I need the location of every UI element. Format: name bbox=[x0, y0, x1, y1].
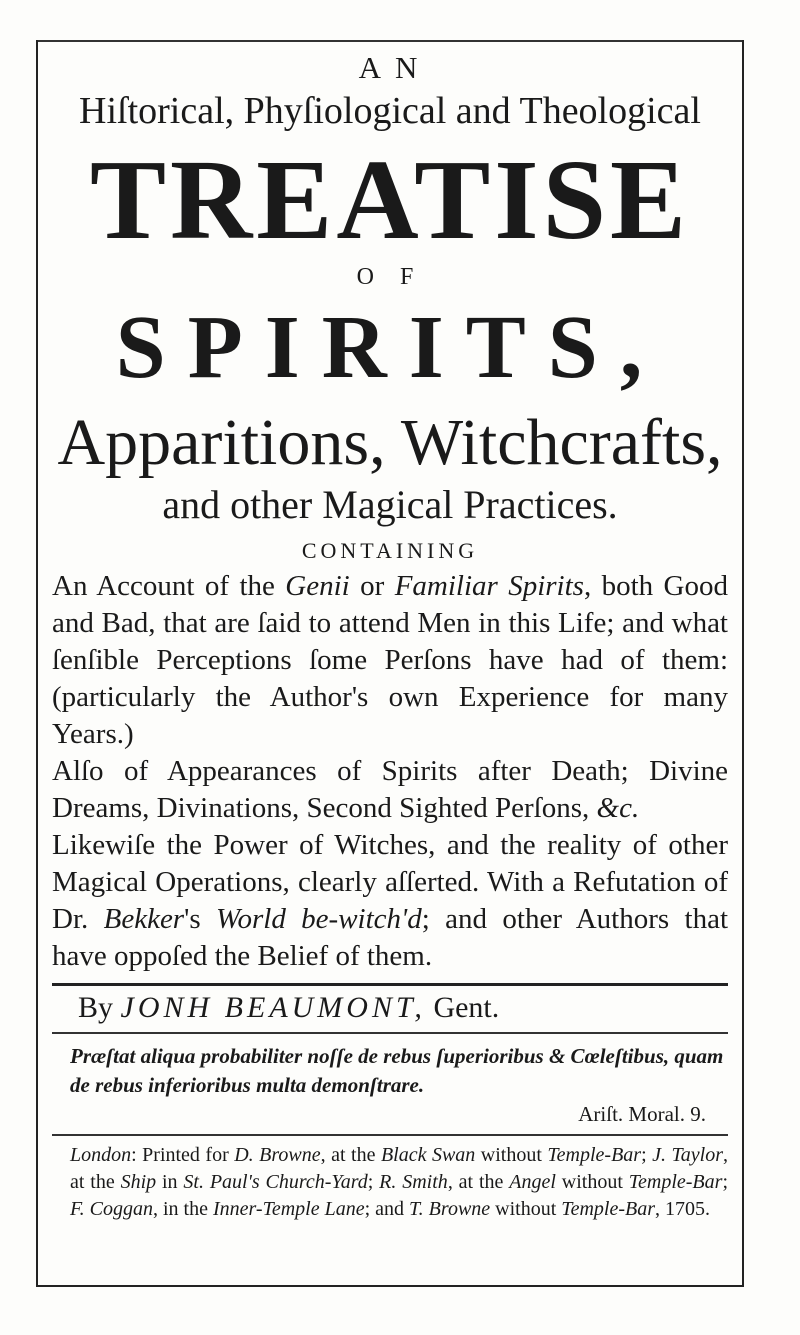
text-run: without bbox=[555, 1171, 629, 1193]
text-run: ; and other Authors that have oppoſed the Belief of them. bbox=[52, 903, 729, 972]
italic-run: Bekker bbox=[103, 903, 185, 935]
latin-motto: Præſtat aliqua probabiliter noſſe de rebus ſuperioribus & Cœleſtibus, quam de rebus inferioribus multa demonſtrare. bbox=[70, 1044, 724, 1097]
text-run: ; bbox=[722, 1171, 728, 1193]
text-run: , at the bbox=[70, 1144, 728, 1193]
text-run: without bbox=[475, 1144, 548, 1166]
italic-run: F. Coggan bbox=[70, 1198, 153, 1220]
italic-run: Inner-Temple Lane bbox=[212, 1198, 365, 1220]
text-run: ; and bbox=[364, 1198, 410, 1220]
author-line bbox=[52, 986, 728, 1030]
italic-run: St. Paul's Church-Yard bbox=[183, 1171, 368, 1193]
contents-paragraph-3 bbox=[52, 827, 728, 975]
contents-paragraph-2 bbox=[52, 753, 728, 827]
containing-label: CONTAINING bbox=[301, 538, 479, 563]
divider-rule bbox=[52, 1032, 728, 1034]
italic-run: Genii bbox=[285, 570, 350, 602]
italic-run: Ship bbox=[120, 1171, 157, 1193]
italic-run: Temple-Bar bbox=[628, 1171, 723, 1193]
text-run: , at the bbox=[447, 1171, 510, 1193]
author-title: Gent. bbox=[425, 991, 500, 1024]
title-treatise: TREATISE bbox=[89, 136, 691, 263]
text-run: , in the bbox=[152, 1198, 213, 1220]
italic-run: R. Smith bbox=[379, 1171, 448, 1193]
italic-run: Temple-Bar bbox=[561, 1198, 655, 1220]
italic-run: Black Swan bbox=[380, 1144, 476, 1166]
text-run: ; bbox=[641, 1144, 653, 1166]
italic-run: Angel bbox=[509, 1171, 556, 1193]
italic-run: &c. bbox=[596, 792, 640, 824]
text-run: Likewiſe the Power of Witches, and the reality of other Magical Operations, clearly aſſerted. With a Refutation of Dr. bbox=[52, 829, 728, 935]
author-name: JONH BEAUMONT, bbox=[120, 991, 426, 1024]
text-run: ; bbox=[367, 1171, 380, 1193]
by-label: By bbox=[78, 991, 121, 1024]
text-run: 's bbox=[184, 903, 216, 935]
text-run: in bbox=[156, 1171, 184, 1193]
italic-run: D. Browne bbox=[234, 1144, 321, 1166]
title-article: A N bbox=[358, 50, 422, 85]
text-run: , at the bbox=[320, 1144, 381, 1166]
text-run: , both Good and Bad, that are ſaid to attend Men in this Life; and what ſenſible Perceptions ſome Perſons have had of them: (particularly the Author's own Experience for many Years.) bbox=[52, 570, 729, 750]
title-spirits: SPIRITS, bbox=[115, 298, 665, 397]
italic-run: J. Taylor bbox=[652, 1144, 723, 1166]
title-apparitions: Apparitions, Witchcrafts, bbox=[57, 406, 723, 479]
text-run: Alſo of Appearances of Spirits after Death; Divine Dreams, Divinations, Second Sighted Perſons, bbox=[52, 755, 728, 824]
title-of: O F bbox=[356, 264, 424, 290]
text-run: : Printed for bbox=[131, 1144, 235, 1166]
text-run: London bbox=[70, 1144, 132, 1166]
italic-run: T. Browne bbox=[409, 1198, 491, 1220]
text-run: An Account of the bbox=[52, 570, 286, 602]
imprint bbox=[52, 1142, 728, 1223]
divider-rule bbox=[52, 1134, 728, 1136]
motto-citation: Ariſt. Moral. 9. bbox=[578, 1102, 706, 1126]
text-run: or bbox=[349, 570, 395, 602]
title-content bbox=[52, 44, 728, 1223]
contents-paragraph-1 bbox=[52, 568, 728, 753]
text-run: without bbox=[490, 1198, 562, 1220]
italic-run: World be-witch'd bbox=[215, 903, 422, 935]
contents-section bbox=[52, 568, 728, 975]
title-subtitle: Hiſtorical, Phyſiological and Theological bbox=[79, 90, 701, 132]
italic-run: Familiar Spirits bbox=[394, 570, 584, 602]
title-other-practices: and other Magical Practices. bbox=[162, 482, 618, 527]
italic-run: Temple-Bar bbox=[547, 1144, 642, 1166]
text-run: , 1705. bbox=[655, 1198, 710, 1220]
